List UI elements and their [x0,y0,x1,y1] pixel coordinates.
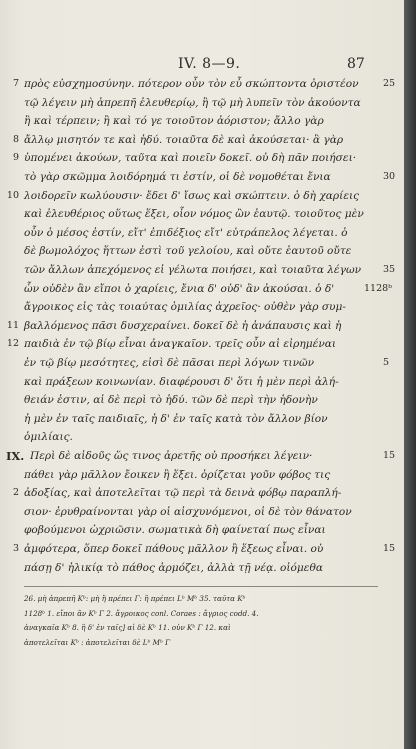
bekker-line-number: 35 [383,264,396,275]
text-line [0,130,404,150]
line-text: ἀδοξίας, καὶ ἀποτελεῖται τῷ περὶ τὰ δεινὰ φόβῳ παραπλή- [24,487,342,500]
line-text: τῶν ἄλλων ἀπεχόμενος εἰ γέλωτα ποιήσει, καὶ τοιαῦτα λέγων [24,264,362,276]
line-text: φοβούμενοι ὠχριῶσιν. σωματικὰ δὴ φαίνεταί πως εἶναι [24,524,326,537]
line-text: ἡ μὲν ἐν ταῖς παιδιαῖς, ἡ δ' ἐν ταῖς κατὰ τὸν ἄλλον βίον [24,412,328,425]
section-number [5,279,19,299]
line-text: θειάν ἐστιν, αἱ δὲ περὶ τὸ ἡδύ. τῶν δὲ περὶ τὴν ἡδονὴν [24,394,318,407]
line-text: οὖν ὁ μέσος ἐστίν, εἴτ' ἐπιδέξιος εἴτ' εὐτράπελος λέγεται. ὁ [24,226,348,239]
line-text: ἢ καὶ τέρπειν; ἢ καὶ τό γε τοιοῦτον ἀόριστον; ἄλλο γὰρ [24,115,324,128]
text-line [0,334,404,354]
text-line [0,167,404,187]
page-number: 87 [347,56,365,72]
text-line [0,372,404,392]
text-line [0,186,404,206]
footnote-divider [24,586,378,587]
line-text: παιδιὰ ἐν τῷ βίῳ εἶναι ἀναγκαῖον. τρεῖς οὖν αἱ εἰρημέναι [24,338,337,351]
section-number [5,409,19,429]
bekker-line-number: 5 [383,357,390,368]
bekker-line-number: 15 [383,543,396,554]
text-line [0,111,404,131]
line-text: πάθει γὰρ μᾶλλον ἔοικεν ἢ ἕξει. ὁρίζεται γοῦν φόβος τις [24,468,331,481]
line-text: ἐν τῷ βίῳ μεσότητες, εἰσὶ δὲ πᾶσαι περὶ λόγων τινῶν [24,357,315,369]
text-line [0,465,404,485]
section-number [5,465,19,485]
section-number [5,502,19,522]
text-line [0,204,404,224]
bekker-line-number: 30 [383,171,396,182]
text-line [0,483,404,503]
footnotes [24,592,380,650]
section-number: 10 [6,189,19,201]
line-text: Περὶ δὲ αἰδοῦς ὥς τινος ἀρετῆς οὐ προσήκει λέγειν· [30,450,313,462]
footnote-line: ἀναγκαῖα Kᵇ 8. ἢ δ' ἐν ταῖς] αἱ δὲ Kᵇ 11. οὐν Kᵇ Γ 12. καὶ [24,623,231,632]
line-text: ἄγροικος εἰς τὰς τοιαύτας ὁμιλίας ἀχρεῖος· οὐθὲν γὰρ συμ- [24,301,346,314]
section-number [5,111,19,131]
section-number [5,204,19,224]
text-line [0,316,404,336]
section-number: 8 [12,133,19,145]
footnote-line: 26. μὴ ἀπρεπῆ Kᵇ: μὴ ἢ πρέπει Γ: ἢ πρέπει Lᵇ Mᵇ 35. ταῦτα Kᵇ [24,594,246,603]
line-text: ὧν οὐδὲν ἂν εἴποι ὁ χαρίεις, ἔνια δ' οὐδ' ἂν ἀκούσαι. ὁ δ' [24,282,335,295]
line-text: βαλλόμενος πᾶσι δυσχεραίνει. δοκεῖ δὲ ἡ ἀνάπαυσις καὶ ἡ [24,319,342,332]
section-number [5,260,19,280]
text-line [0,93,404,113]
text-line [0,241,404,261]
section-number [5,241,19,261]
section-number [5,223,19,243]
text-line [0,427,404,447]
line-text: καὶ πράξεων κοινωνίαν. διαφέρουσι δ' ὅτι ἡ μὲν περὶ ἀλή- [24,375,339,388]
line-text: ἀμφότερα, ὅπερ δοκεῖ πάθους μᾶλλον ἢ ἕξεως εἶναι. οὐ [24,543,324,555]
section-number: 12 [6,338,19,350]
text-line [0,74,404,94]
section-number [5,390,19,410]
text-line [0,446,404,466]
section-number [5,167,19,187]
text-line [0,279,404,299]
text-line [0,297,404,317]
book-edge [404,0,416,749]
page-header [0,56,404,76]
bekker-line-number: 1128ᵇ [364,282,392,294]
footnote-line: 1128ᵇ 1. εἴποι ἂν Kᵇ Γ 2. ἄγροικος conl. Coraes : ἄγριος codd. 4. [24,608,259,618]
chapter-number: IX. [6,449,25,463]
bekker-line-number: 15 [383,450,396,461]
section-number [5,297,19,317]
text-line [0,353,404,373]
section-number [5,353,19,373]
text-line [0,502,404,522]
line-text: τῷ λέγειν μὴ ἀπρεπῆ ἐλευθερίῳ, ἢ τῷ μὴ λυπεῖν τὸν ἀκούοντα [24,96,361,109]
section-number: 3 [12,543,19,554]
text-line [0,409,404,429]
line-text: ὁμιλίαις. [24,431,73,444]
bekker-line-number: 25 [383,78,396,89]
line-text: ὑπομένει ἀκούων, ταῦτα καὶ ποιεῖν δοκεῖ. οὐ δὴ πᾶν ποιήσει· [24,152,357,165]
text-line [0,223,404,243]
section-number: 11 [6,319,19,331]
text-line [0,148,404,168]
section-number [5,93,19,113]
section-number [5,372,19,392]
line-text: τὸ γὰρ σκῶμμα λοιδόρημά τι ἐστίν, οἱ δὲ νομοθέται ἔνια [24,171,331,183]
line-text: πάσῃ δ' ἡλικίᾳ τὸ πάθος ἁρμόζει, ἀλλὰ τῇ νέᾳ. οἰόμεθα [24,561,323,574]
footnote-line: ἀποτελεῖται Kᵇ : ἀποτελεῖται δὲ Lᵇ Mᵇ Γ [24,637,171,647]
section-number [5,520,19,540]
section-number [5,427,19,447]
running-head: IV. 8—9. [178,56,241,72]
section-number [5,558,19,578]
section-number: 7 [12,78,19,89]
line-text: ἄλλῳ μισητόν τε καὶ ἡδύ. τοιαῦτα δὲ καὶ ἀκούσεται· ἃ γὰρ [24,133,344,146]
text-line [0,539,404,559]
line-text: καὶ ἐλευθέριος οὕτως ἕξει, οἷον νόμος ὢν ἑαυτῷ. τοιοῦτος μὲν [24,208,364,221]
line-text: δὲ βωμολόχος ἥττων ἐστὶ τοῦ γελοίου, καὶ οὔτε ἑαυτοῦ οὔτε [24,245,352,258]
line-text: πρὸς εὐσχημοσύνην. πότερον οὖν τὸν εὖ σκώπτοντα ὁριστέον [24,78,359,90]
section-number: 9 [12,152,19,164]
text-line [0,520,404,540]
text-line [0,558,404,578]
line-text: λοιδορεῖν κωλύουσιν· ἔδει δ' ἴσως καὶ σκώπτειν. ὁ δὴ χαρίεις [24,189,360,202]
text-line [0,390,404,410]
line-text: σιον· ἐρυθραίνονται γὰρ οἱ αἰσχυνόμενοι, οἱ δὲ τὸν θάνατον [24,505,352,518]
text-line [0,260,404,280]
section-number: 2 [12,487,19,499]
